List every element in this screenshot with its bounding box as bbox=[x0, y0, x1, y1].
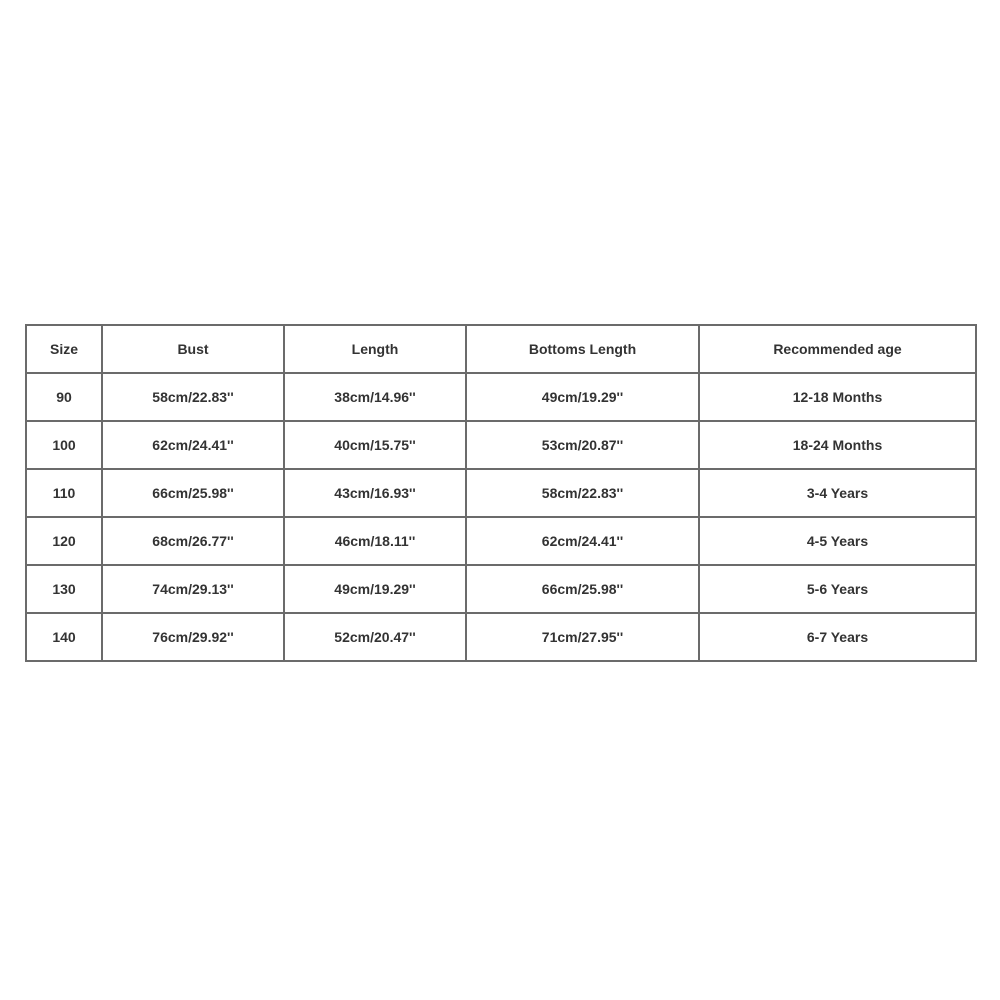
cell-recommended-age: 6-7 Years bbox=[699, 613, 976, 661]
cell-recommended-age: 3-4 Years bbox=[699, 469, 976, 517]
header-size: Size bbox=[26, 325, 102, 373]
cell-recommended-age: 12-18 Months bbox=[699, 373, 976, 421]
cell-bust: 62cm/24.41'' bbox=[102, 421, 284, 469]
cell-length: 46cm/18.11'' bbox=[284, 517, 466, 565]
header-bust: Bust bbox=[102, 325, 284, 373]
cell-bottoms-length: 66cm/25.98'' bbox=[466, 565, 699, 613]
table-row bbox=[26, 373, 976, 421]
cell-bust: 68cm/26.77'' bbox=[102, 517, 284, 565]
size-chart-table bbox=[25, 324, 977, 662]
cell-size: 120 bbox=[26, 517, 102, 565]
cell-recommended-age: 4-5 Years bbox=[699, 517, 976, 565]
cell-length: 40cm/15.75'' bbox=[284, 421, 466, 469]
header-bottoms-length: Bottoms Length bbox=[466, 325, 699, 373]
table-row bbox=[26, 469, 976, 517]
header-recommended-age: Recommended age bbox=[699, 325, 976, 373]
table-row bbox=[26, 421, 976, 469]
cell-length: 38cm/14.96'' bbox=[284, 373, 466, 421]
cell-bottoms-length: 49cm/19.29'' bbox=[466, 373, 699, 421]
cell-bottoms-length: 58cm/22.83'' bbox=[466, 469, 699, 517]
cell-bottoms-length: 71cm/27.95'' bbox=[466, 613, 699, 661]
cell-length: 49cm/19.29'' bbox=[284, 565, 466, 613]
table-row bbox=[26, 565, 976, 613]
cell-size: 110 bbox=[26, 469, 102, 517]
cell-size: 90 bbox=[26, 373, 102, 421]
cell-size: 100 bbox=[26, 421, 102, 469]
cell-recommended-age: 18-24 Months bbox=[699, 421, 976, 469]
table-row bbox=[26, 613, 976, 661]
cell-bust: 74cm/29.13'' bbox=[102, 565, 284, 613]
cell-bottoms-length: 53cm/20.87'' bbox=[466, 421, 699, 469]
cell-bust: 66cm/25.98'' bbox=[102, 469, 284, 517]
cell-bottoms-length: 62cm/24.41'' bbox=[466, 517, 699, 565]
cell-length: 52cm/20.47'' bbox=[284, 613, 466, 661]
cell-recommended-age: 5-6 Years bbox=[699, 565, 976, 613]
cell-bust: 76cm/29.92'' bbox=[102, 613, 284, 661]
cell-size: 130 bbox=[26, 565, 102, 613]
header-length: Length bbox=[284, 325, 466, 373]
cell-length: 43cm/16.93'' bbox=[284, 469, 466, 517]
cell-size: 140 bbox=[26, 613, 102, 661]
table-header-row bbox=[26, 325, 976, 373]
table-row bbox=[26, 517, 976, 565]
cell-bust: 58cm/22.83'' bbox=[102, 373, 284, 421]
